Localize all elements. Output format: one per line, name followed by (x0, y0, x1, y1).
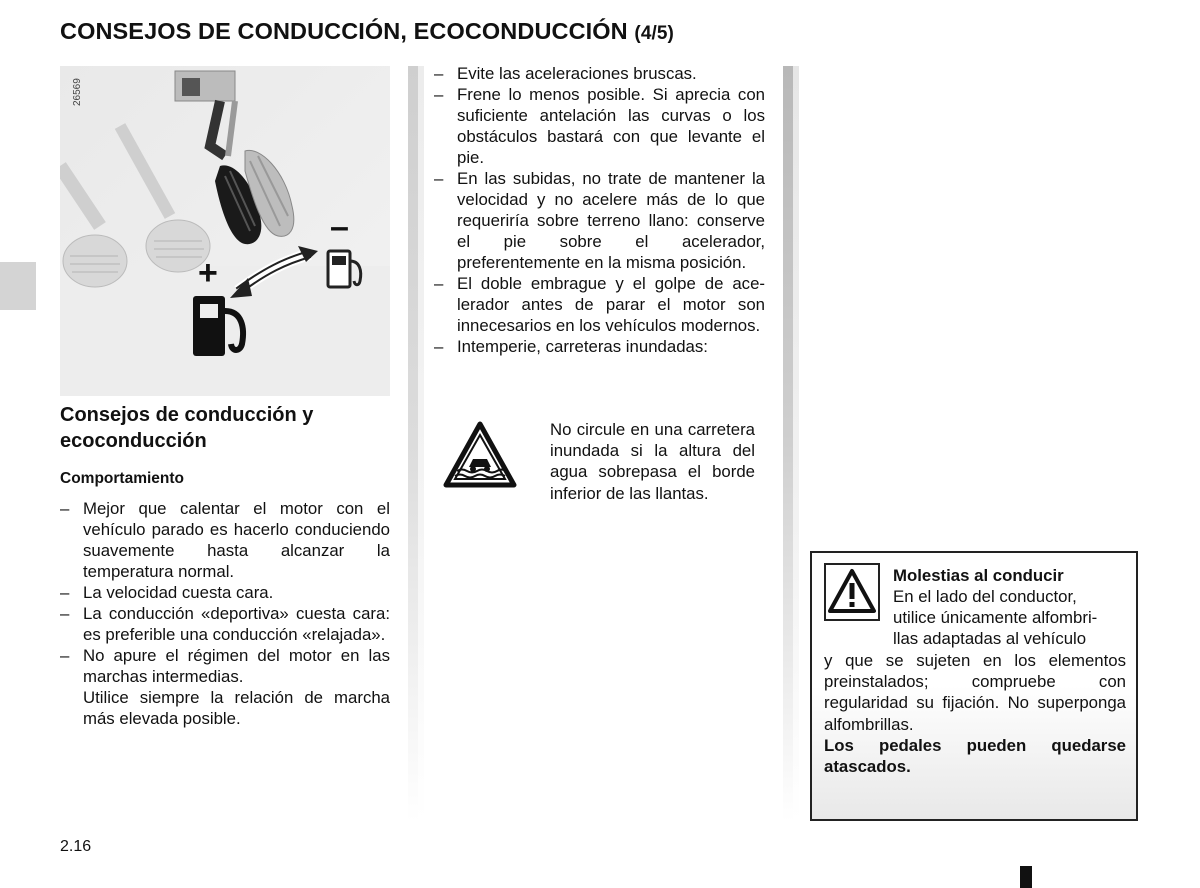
list-item: – Frene lo menos posible. Si aprecia con suficiente antelación las curvas o los obstáculos bastará con que levante el pie. (434, 84, 765, 168)
column-divider-right-inner (793, 66, 799, 822)
flood-warning-text: No circule en una carretera inundada si la altura del agua sobrepasa el borde inferior de las llantas. (550, 420, 755, 503)
list-item: – El doble embrague y el golpe de acelerador antes de parar el motor son innecesarios en los vehículos modernos. (434, 273, 765, 336)
list-item: – En las subidas, no trate de mantener la velocidad y no acelere más de lo que requeriría sobre terreno llano: conserve el pie sobre el acelerador, preferentemente en la misma posición. (434, 168, 765, 273)
chapter-tab (0, 262, 36, 310)
plus-sign: + (198, 254, 218, 292)
warning-triangle-icon (824, 563, 880, 621)
column-divider-right (783, 66, 793, 822)
pedals-illustration (60, 66, 390, 396)
warning-title: Molestias al conducir (893, 566, 1064, 585)
minus-sign: – (330, 208, 349, 246)
warning-line: En el lado del conductor, (893, 587, 1077, 606)
column-divider-left (408, 66, 418, 822)
list-item: – Mejor que calentar el motor con el vehículo parado es hacerlo conduciendo suavemente hasta alcanzar la temperatura normal. (60, 498, 390, 582)
list-item: – La velocidad cuesta cara. (60, 582, 390, 603)
column-divider-left-inner (418, 66, 424, 822)
page-title (60, 18, 674, 45)
list-item-note: Utilice siempre la relación de marcha más elevada posible. (83, 688, 390, 728)
warning-line: utilice únicamente alfombri- (893, 608, 1098, 628)
title-text: CONSEJOS DE CONDUCCIÓN, ECOCONDUCCIÓN (60, 18, 628, 44)
warning-bold-text: Los pedales pueden quedarse atascados. (824, 736, 1126, 777)
list-item: – La conducción «deportiva» cuesta cara: es preferible una conducción «relajada». (60, 603, 390, 645)
warning-text: y que se sujeten en los elementos preinstalados; compruebe con regularidad su fijación. No superponga alfombrillas. (824, 651, 1126, 734)
clutch-pedal (63, 235, 127, 287)
list-item: – Evite las aceleraciones bruscas. (434, 63, 765, 84)
tips-list-middle (434, 63, 765, 357)
section-title: Consejos de conducción y ecoconducción (60, 404, 314, 452)
tips-list-left (60, 498, 390, 729)
page-edge-mark (1020, 866, 1032, 888)
list-item-text: No apure el régimen del motor en las marchas intermedias. (83, 646, 390, 686)
list-item: – Intemperie, carreteras inundadas: (434, 336, 765, 357)
figure-reference-number: 26569 (72, 78, 83, 106)
flooded-road-warning-icon (443, 421, 517, 489)
warning-lines (893, 586, 1126, 650)
page-number: 2.16 (60, 838, 92, 855)
section-subheading: Comportamiento (60, 470, 184, 487)
warning-line: llas adaptadas al vehículo (893, 629, 1087, 649)
title-page-ref: (4/5) (634, 23, 674, 44)
warning-box (810, 551, 1138, 821)
list-item (60, 645, 390, 729)
